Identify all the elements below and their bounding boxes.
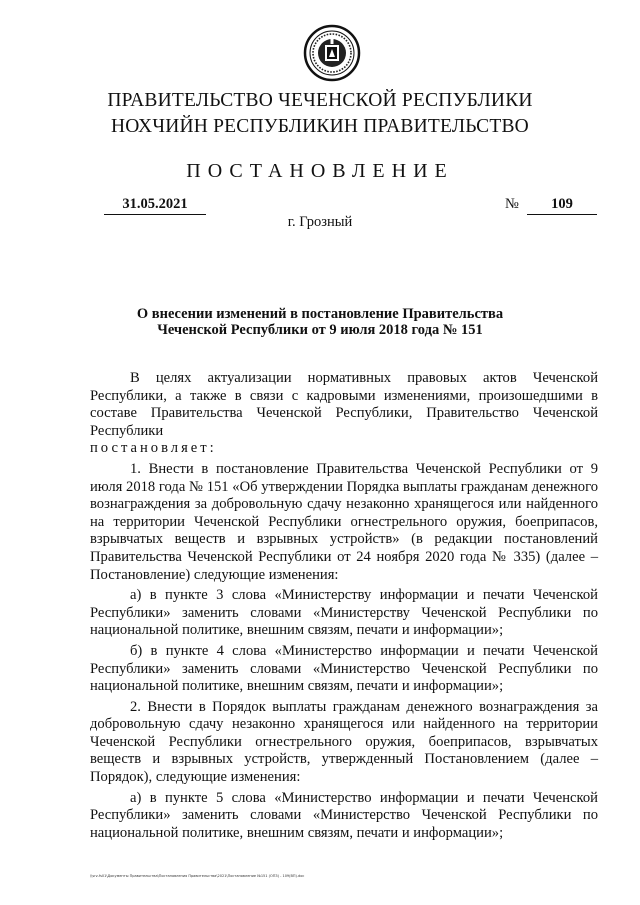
government-name-chechen: НОХЧИЙН РЕСПУБЛИКИН ПРАВИТЕЛЬСТВО: [111, 116, 529, 137]
title-line-1: О внесении изменений в постановление Правительства: [136, 306, 504, 322]
document-number: 109: [527, 196, 597, 215]
coat-of-arms-icon: [303, 24, 361, 82]
document-body: [90, 370, 598, 842]
title-line-2: Чеченской Республики от 9 июля 2018 года № 151: [157, 322, 483, 338]
document-type: ПОСТАНОВЛЕНИЕ: [186, 160, 454, 182]
document-date: 31.05.2021: [104, 196, 206, 215]
government-name-russian: ПРАВИТЕЛЬСТВО ЧЕЧЕНСКОЙ РЕСПУБЛИКИ: [107, 90, 533, 111]
paragraph-1a: а) в пункте 3 слова «Министерству информации и печати Чеченской Республики» заменить словами «Министерству Чеченской Республики по национальной политике, внешним связям, печати и информации»;: [90, 587, 598, 639]
city: г. Грозный: [287, 214, 353, 230]
number-label: №: [505, 196, 519, 212]
intro-paragraph: [90, 370, 598, 458]
paragraph-2: 2. Внести в Порядок выплаты гражданам денежного вознаграждения за добровольную сдачу незаконно хранящегося или найденного на территории Чеченской Республики огнестрельного оружия, боеприпасов, взрывчатых веществ и взрывных устройств, утвержденный Постановлением (далее – Порядок), следующие изменения:: [90, 698, 598, 786]
document-title: [90, 306, 550, 338]
file-path-footer: \\srv-fs01\Документы Правительства\Постановления Правительства\2021\Постановление №151 (ОПЗ) - 109(ВП).doc: [90, 874, 305, 878]
resolves-word: постановляет:: [90, 440, 217, 457]
intro-text: В целях актуализации нормативных правовых актов Чеченской Республики, а также в связи с кадровыми изменениями, произошедшими в составе Правительства Чеченской Республики, Правительство Чеченской Республики: [90, 370, 598, 439]
paragraph-1b: б) в пункте 4 слова «Министерство информации и печати Чеченской Республики» заменить словами «Министерство Чеченской Республики по национальной политике, внешним связям, печати и информации»;: [90, 642, 598, 695]
paragraph-2a: а) в пункте 5 слова «Министерство информации и печати Чеченской Республики» заменить словами «Министерство Чеченской Республики по национальной политике, внешним связям, печати и информации»;: [90, 789, 598, 841]
paragraph-1: 1. Внести в постановление Правительства Чеченской Республики от 9 июля 2018 года № 151 «Об утверждении Порядка выплаты гражданам денежного вознаграждения за добровольную сдачу незаконно хранящегося или найденного на территории Чеченской Республики огнестрельного оружия, боеприпасов, взрывчатых веществ и взрывных устройств» (в редакции постановлений Правительства Чеченской Республики от 24 ноября 2020 года № 335) (далее – Постановление) следующие изменения:: [90, 460, 598, 583]
